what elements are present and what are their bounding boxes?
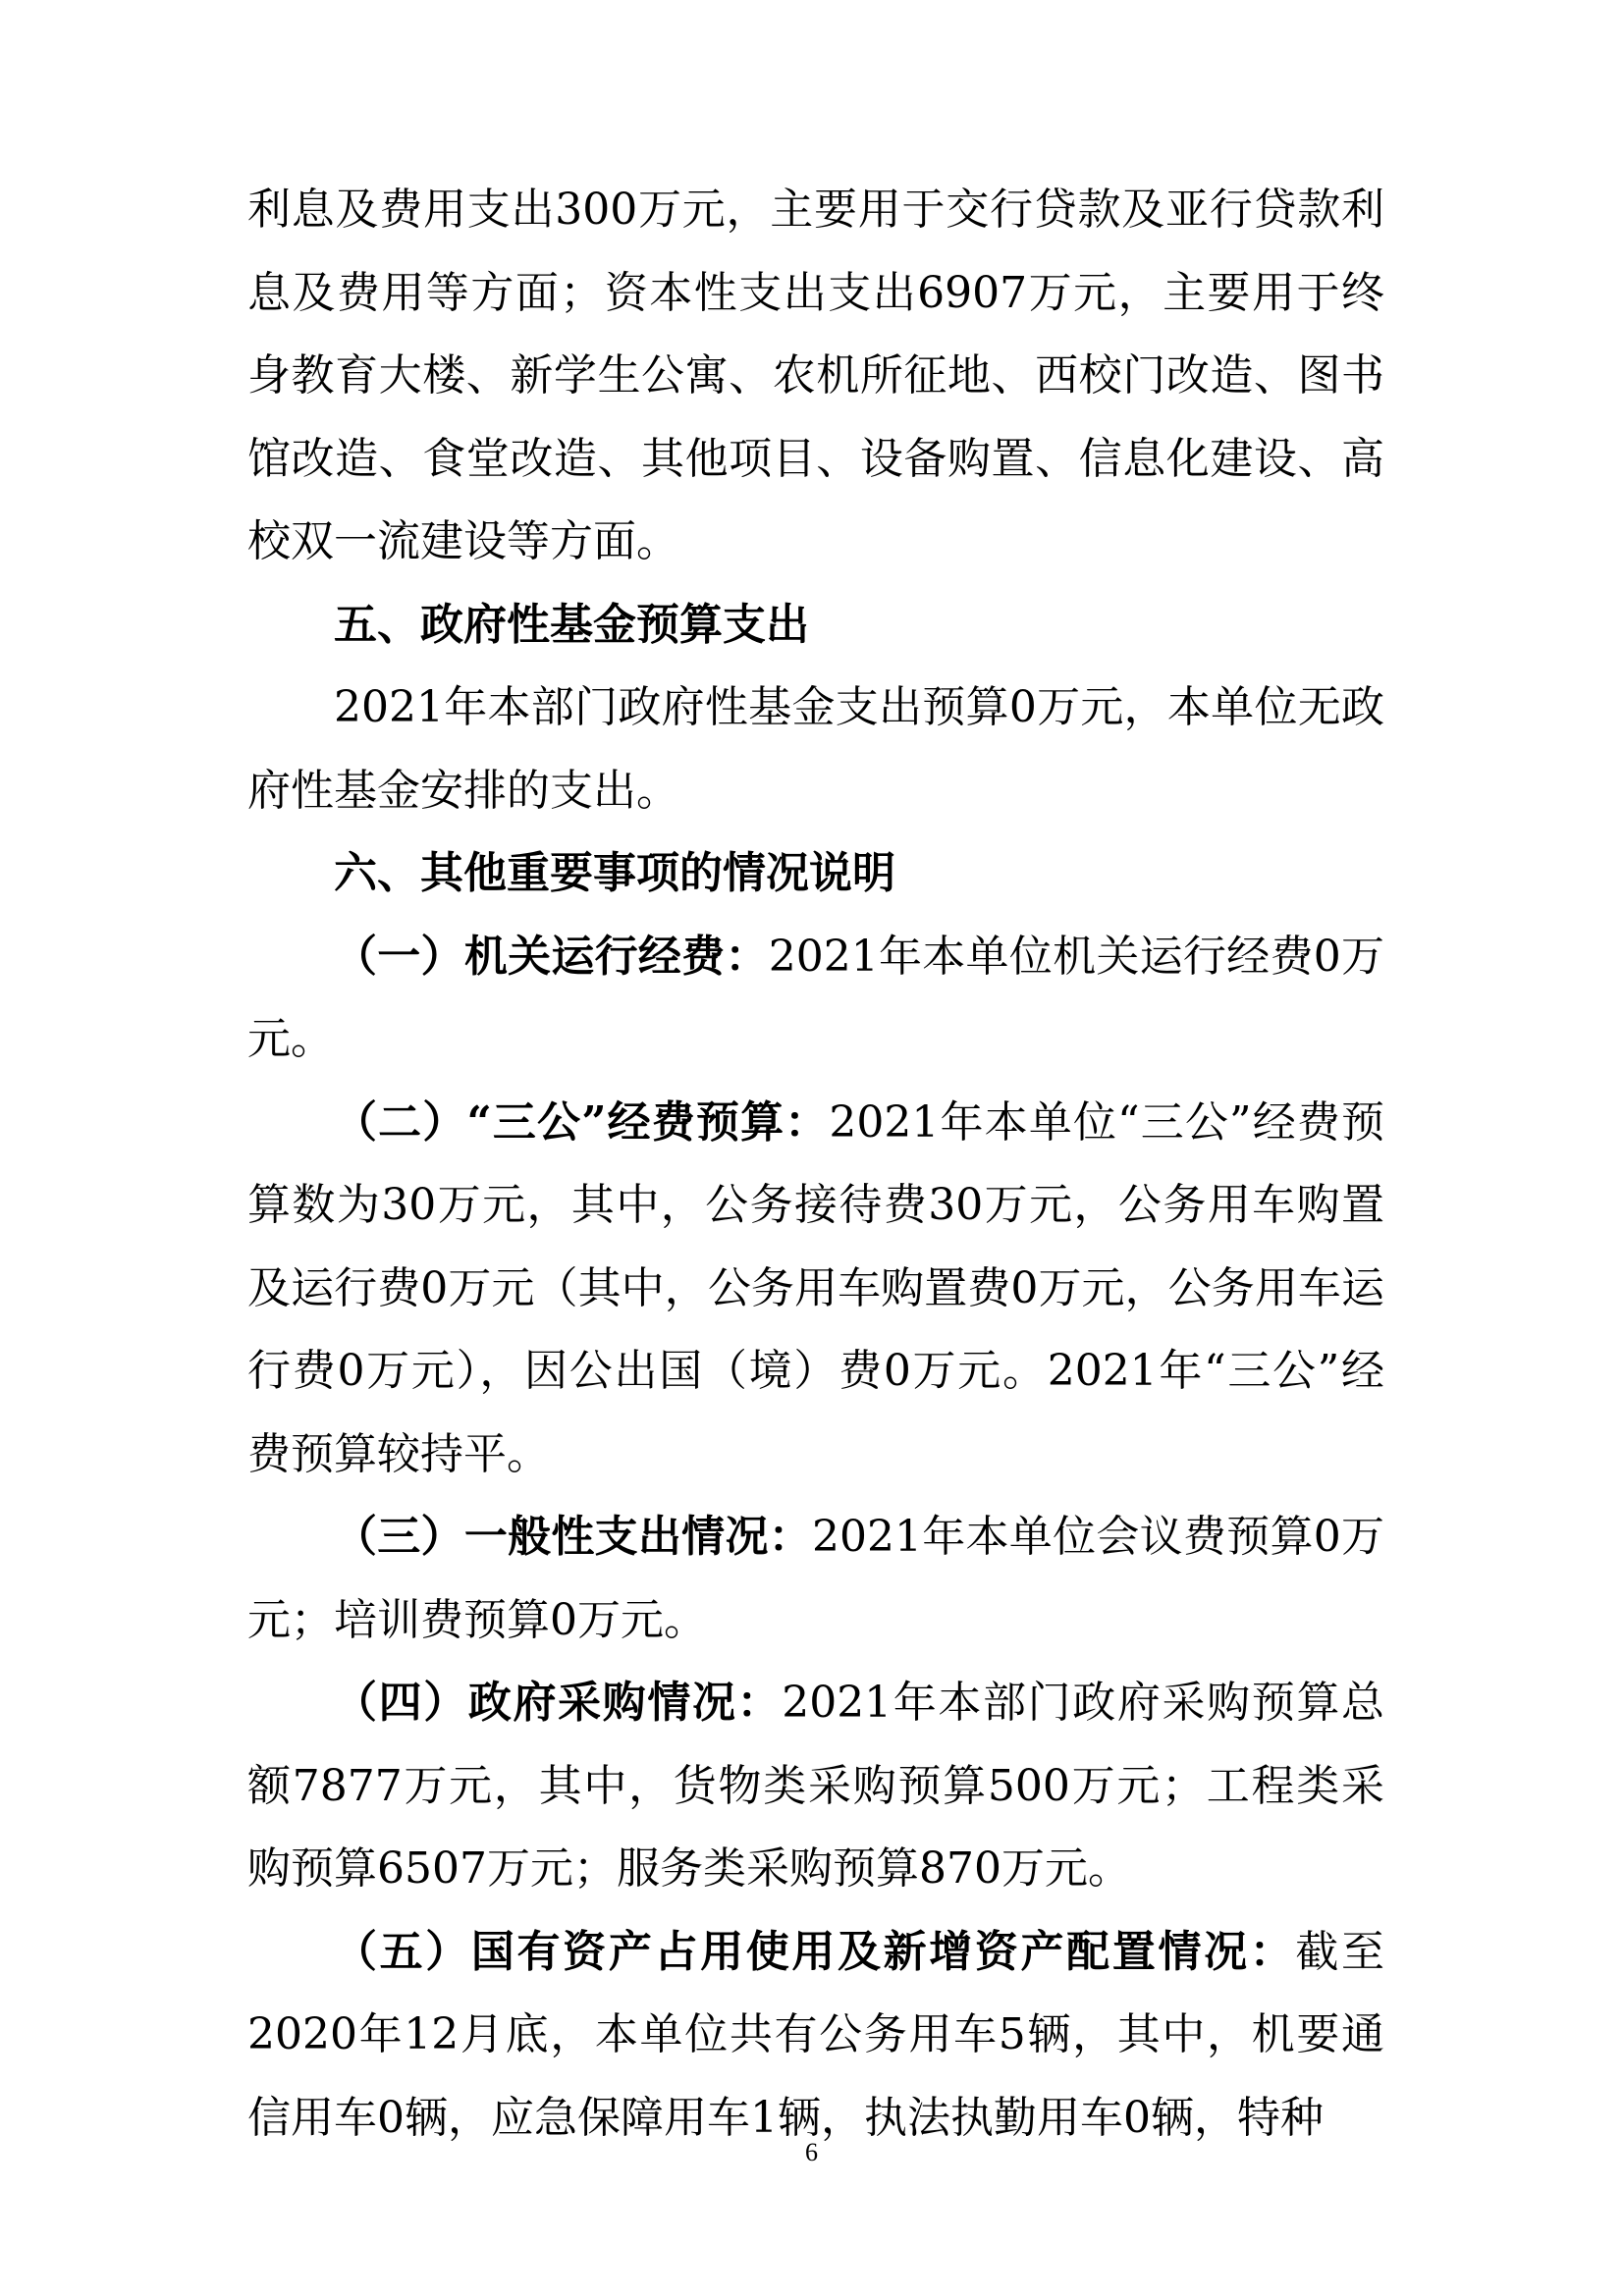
paragraph-general-expenditure (247, 1496, 1384, 1662)
body-text (247, 169, 1384, 2160)
paragraph-government-procurement (247, 1662, 1384, 1911)
paragraph-lead: （四）政府采购情况： (334, 1678, 783, 1728)
paragraph-lead: （三）一般性支出情况： (334, 1512, 813, 1562)
paragraph-text: 2021年本部门政府性基金支出预算0万元，本单位无政府性基金安排的支出。 (247, 682, 1384, 816)
section-heading-other-matters: 六、其他重要事项的情况说明 (334, 848, 895, 898)
paragraph-lead: （二）“三公”经费预算： (334, 1096, 830, 1148)
paragraph-lead: （五）国有资产占用使用及新增资产配置情况： (334, 1926, 1296, 1977)
paragraph-text: 利息及费用支出300万元，主要用于交行贷款及亚行贷款利息及费用等方面；资本性支出支出6907万元，主要用于终身教育大楼、新学生公寓、农机所征地、西校门改造、图书馆改造、食堂改造、其他项目、设备购置、信息化建设、高校双一流建设等方面。 (247, 185, 1384, 566)
paragraph-lead: （一）机关运行经费： (334, 931, 769, 982)
paragraph-text: 2021年本单位会议费预算0万元；培训费预算0万元。 (247, 1512, 1384, 1645)
section-heading-government-fund: 五、政府性基金预算支出 (334, 599, 809, 650)
paragraph-government-fund (247, 667, 1384, 832)
paragraph-text: 2021年本部门政府采购预算总额7877万元，其中，货物类采购预算500万元；工程类采购预算6507万元；服务类采购预算870万元。 (247, 1678, 1384, 1894)
paragraph-state-assets (247, 1911, 1384, 2161)
paragraph-capital-expenditure (247, 169, 1384, 584)
paragraph-text: 2021年本单位“三公”经费预算数为30万元，其中，公务接待费30万元，公务用车购置及运行费0万元（其中，公务用车购置费0万元，公务用车运行费0万元），因公出国（境）费0万元。2021年“三公”经费预算较持平。 (247, 1096, 1384, 1479)
paragraph-text: 截至2020年12月底，本单位共有公务用车5辆，其中，机要通信用车0辆，应急保障用车1辆，执法执勤用车0辆，特种 (247, 1926, 1385, 2143)
paragraph-three-public-expenses (247, 1082, 1384, 1497)
paragraph-text: 2021年本单位机关运行经费0万元。 (247, 931, 1384, 1064)
paragraph-office-operating-costs (247, 916, 1384, 1082)
page-number: 6 (805, 2138, 818, 2166)
